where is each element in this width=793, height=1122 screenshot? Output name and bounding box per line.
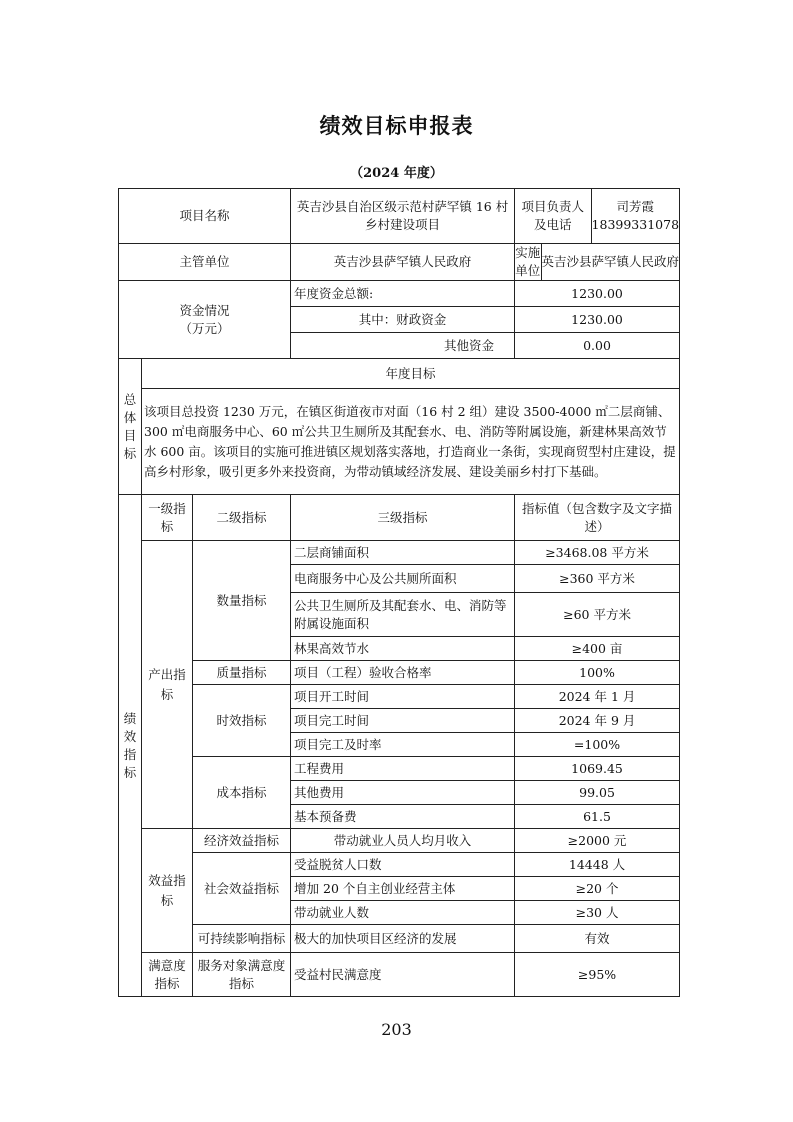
funds-total-label: 年度资金总额: (291, 281, 515, 307)
indicator-value: 100% (515, 661, 680, 685)
table-row (119, 853, 680, 877)
funds-label-cell (119, 281, 291, 359)
indicator-name: 带动就业人数 (291, 901, 515, 925)
output-label: 产出指标 (142, 541, 193, 829)
indicator-value: ≥95% (515, 953, 680, 997)
indicator-name: 电商服务中心及公共厕所面积 (291, 565, 515, 593)
indicator-value: 2024 年 1 月 (515, 685, 680, 709)
funds-other-value: 0.00 (515, 333, 680, 359)
indicator-value: ≥3468.08 平方米 (515, 541, 680, 565)
indicator-value: ≥20 个 (515, 877, 680, 901)
indicator-value: 2024 年 9 月 (515, 709, 680, 733)
indicator-name: 增加 20 个自主创业经营主体 (291, 877, 515, 901)
report-year: （2024 年度） (350, 166, 443, 181)
indicator-value: 1069.45 (515, 757, 680, 781)
indicator-name: 工程费用 (291, 757, 515, 781)
table-row (119, 685, 680, 709)
table-row (119, 953, 680, 997)
indicator-name: 公共卫生厕所及其配套水、电、消防等附属设施面积 (291, 593, 515, 637)
indicator-value: ≥30 人 (515, 901, 680, 925)
authority-row (119, 244, 680, 281)
indicator-value: 61.5 (515, 805, 680, 829)
cost-label: 成本指标 (193, 757, 291, 829)
indicator-name: 带动就业人员人均月收入 (291, 829, 515, 853)
indicator-name: 受益脱贫人口数 (291, 853, 515, 877)
indicator-value: 有效 (515, 925, 680, 953)
funds-other-label: 其他资金 (291, 333, 515, 359)
goal-side-label: 总 体 目 标 (119, 359, 142, 495)
project-leader-value (515, 189, 680, 244)
indicator-value: ≥2000 元 (515, 829, 680, 853)
goal-header: 年度目标 (142, 359, 680, 389)
sustain-label: 可持续影响指标 (193, 925, 291, 953)
project-name-row (119, 189, 680, 244)
header-level1: 一级指标 (142, 495, 193, 541)
indicator-name: 基本预备费 (291, 805, 515, 829)
indicator-name: 其他费用 (291, 781, 515, 805)
indicator-value: 99.05 (515, 781, 680, 805)
quality-label: 质量指标 (193, 661, 291, 685)
table-row (119, 661, 680, 685)
benefit-label: 效益指标 (142, 829, 193, 953)
indicator-name: 受益村民满意度 (291, 953, 515, 997)
page-number: 203 (381, 1020, 412, 1039)
indicator-name: 林果高效节水 (291, 637, 515, 661)
header-value: 指标值（包含数字及文字描述） (515, 495, 680, 541)
page-title: 绩效目标申报表 (319, 113, 474, 138)
social-label: 社会效益指标 (193, 853, 291, 925)
project-name-value: 英吉沙县自治区级示范村萨罕镇 16 村乡村建设项目 (291, 189, 515, 244)
impl-label: 实施单位 (515, 245, 541, 278)
funds-total-value: 1230.00 (515, 281, 680, 307)
table-row (119, 925, 680, 953)
indicators-header-row (119, 495, 680, 541)
header-level2: 二级指标 (193, 495, 291, 541)
impl-cell (515, 244, 680, 281)
indicator-value: =100% (515, 733, 680, 757)
economic-label: 经济效益指标 (193, 829, 291, 853)
goal-header-row (119, 359, 680, 389)
project-name-label: 项目名称 (119, 189, 291, 244)
indicator-value: ≥360 平方米 (515, 565, 680, 593)
funds-fiscal-label: 其中：财政资金 (291, 307, 515, 333)
quantity-label: 数量指标 (193, 541, 291, 661)
indicator-name: 项目完工及时率 (291, 733, 515, 757)
funds-unit: （万元） (179, 320, 230, 336)
satisfaction-label: 满意度指标 (142, 953, 193, 997)
indicator-value: 14448 人 (515, 853, 680, 877)
authority-label: 主管单位 (119, 244, 291, 281)
goal-text: 该项目总投资 1230 万元，在镇区街道夜市对面（16 村 2 组）建设 3500-4000 ㎡二层商铺、300 ㎡电商服务中心、60 ㎡公共卫生厕所及其配套水、电、消防等附属设施，新建林果高效节水 600 亩。该项目的实施可推进镇区规划落实落地，打造商业一条街，实现商贸型村庄建设，提高乡村形象，吸引更多外来投资商，为带动镇域经济发展、建设美丽乡村打下基础。 (142, 389, 680, 495)
authority-value: 英吉沙县萨罕镇人民政府 (291, 244, 515, 281)
table-row (119, 757, 680, 781)
indicator-name: 二层商铺面积 (291, 541, 515, 565)
service-label: 服务对象满意度指标 (193, 953, 291, 997)
performance-target-table (118, 188, 680, 997)
indicators-side-label: 绩 效 指 标 (119, 495, 142, 997)
indicator-name: 项目开工时间 (291, 685, 515, 709)
table-row (119, 829, 680, 853)
indicator-name: 极大的加快项目区经济的发展 (291, 925, 515, 953)
timeliness-label: 时效指标 (193, 685, 291, 757)
indicator-value: ≥400 亩 (515, 637, 680, 661)
goal-text-row (119, 389, 680, 495)
funds-fiscal-value: 1230.00 (515, 307, 680, 333)
funds-total-row (119, 281, 680, 307)
header-level3: 三级指标 (291, 495, 515, 541)
funds-label: 资金情况 (179, 302, 230, 318)
indicator-name: 项目完工时间 (291, 709, 515, 733)
impl-value: 英吉沙县萨罕镇人民政府 (541, 254, 680, 269)
project-leader-label: 项目负责人及电话 (515, 189, 592, 243)
indicator-value: ≥60 平方米 (515, 593, 680, 637)
table-row (119, 541, 680, 565)
project-leader-phone: 司芳霞 18399331078 (591, 199, 680, 232)
indicator-name: 项目（工程）验收合格率 (291, 661, 515, 685)
